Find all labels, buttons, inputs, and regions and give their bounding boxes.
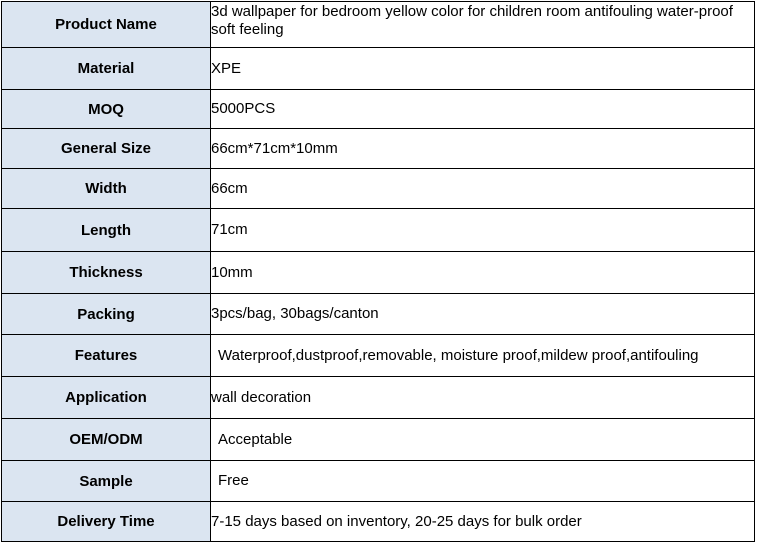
row-value-application: wall decoration	[211, 377, 755, 419]
row-label-moq: MOQ	[2, 90, 211, 129]
row-label-thickness: Thickness	[2, 252, 211, 294]
row-value-packing: 3pcs/bag, 30bags/canton	[211, 294, 755, 335]
row-label-packing: Packing	[2, 294, 211, 335]
row-label-delivery-time: Delivery Time	[2, 502, 211, 542]
table-row	[2, 252, 755, 294]
table-row	[2, 502, 755, 542]
row-label-application: Application	[2, 377, 211, 419]
row-value-oem-odm: Acceptable	[211, 419, 755, 461]
row-value-length: 71cm	[211, 209, 755, 252]
table-row	[2, 48, 755, 90]
row-label-general-size: General Size	[2, 129, 211, 169]
table-row	[2, 419, 755, 461]
row-label-width: Width	[2, 169, 211, 209]
row-label-sample: Sample	[2, 461, 211, 502]
row-label-features: Features	[2, 335, 211, 377]
table-row	[2, 377, 755, 419]
table-row	[2, 129, 755, 169]
table-row	[2, 2, 755, 48]
row-value-features: Waterproof,dustproof,removable, moisture proof,mildew proof,antifouling	[211, 335, 755, 377]
row-value-product-name: 3d wallpaper for bedroom yellow color for children room antifouling water-proof soft feeling	[211, 2, 755, 48]
product-spec-table	[1, 1, 755, 542]
table-row	[2, 90, 755, 129]
row-value-moq: 5000PCS	[211, 90, 755, 129]
table-row	[2, 209, 755, 252]
row-value-width: 66cm	[211, 169, 755, 209]
table-row	[2, 169, 755, 209]
table-row	[2, 461, 755, 502]
table-row	[2, 294, 755, 335]
row-label-oem-odm: OEM/ODM	[2, 419, 211, 461]
row-value-thickness: 10mm	[211, 252, 755, 294]
row-value-general-size: 66cm*71cm*10mm	[211, 129, 755, 169]
row-value-sample: Free	[211, 461, 755, 502]
row-value-material: XPE	[211, 48, 755, 90]
table-row	[2, 335, 755, 377]
row-value-delivery-time: 7-15 days based on inventory, 20-25 days for bulk order	[211, 502, 755, 542]
row-label-length: Length	[2, 209, 211, 252]
row-label-material: Material	[2, 48, 211, 90]
row-label-product-name: Product Name	[2, 2, 211, 48]
